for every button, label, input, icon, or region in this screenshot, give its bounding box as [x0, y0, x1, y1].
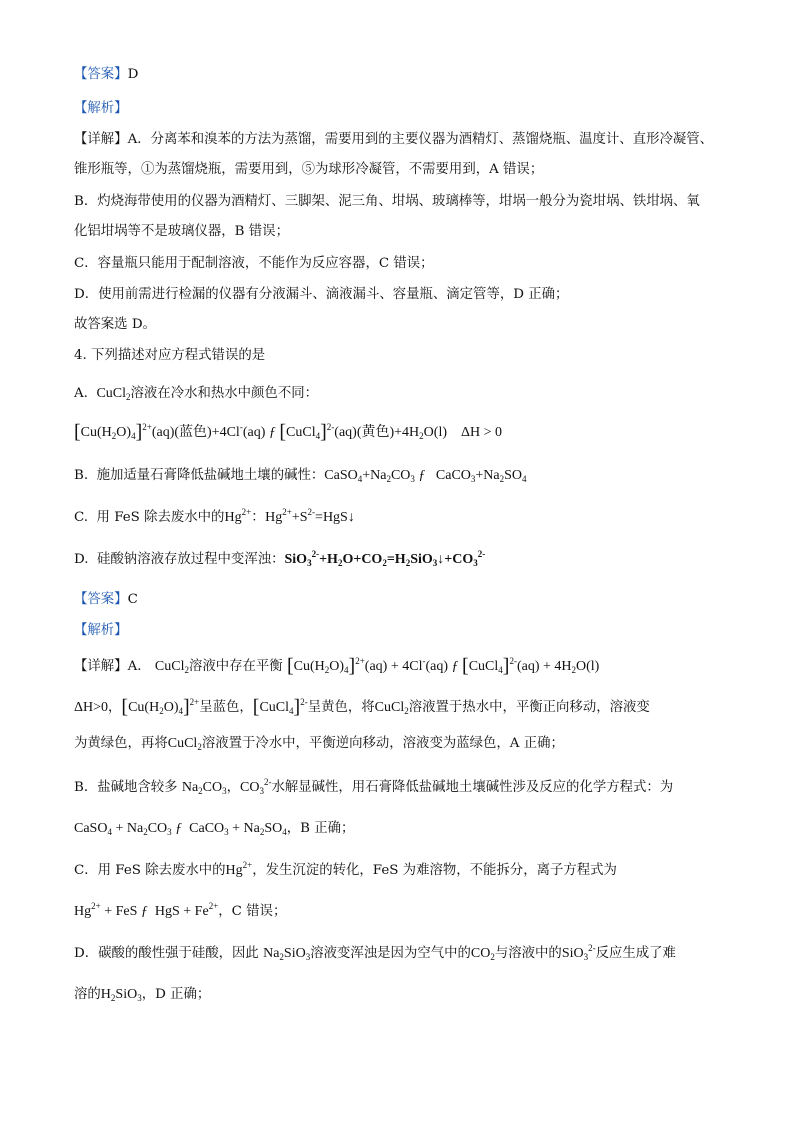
- q4-option-c: [74, 508, 724, 528]
- q4-sD1e: 与溶液中的: [494, 946, 562, 961]
- q4-sA2c: 呈蓝色，: [199, 700, 253, 715]
- silicate-ion: SiO$_3^{2-}$: [561, 943, 596, 962]
- q4-stem-text: 4. 下列描述对应方程式错误的是: [74, 348, 266, 363]
- option-a-label: A.: [74, 386, 88, 401]
- option-c-equation: $Hg^{2+}$：$Hg^{2+}+S^{2-}=HgS↓$: [224, 507, 355, 525]
- q3-detail-line3: [74, 192, 724, 212]
- q4-analysis-line: [74, 621, 724, 641]
- delta-h: ΔH>0: [74, 700, 109, 715]
- analysis-tag: 【解析】: [74, 101, 128, 116]
- q4-sB1c: 水解显碱性，用石膏降低盐碱地土壤碱性涉及反应的化学方程式：为: [271, 780, 674, 795]
- q4-sD1a: D．碳酸的酸性强于硅酸，因此: [74, 946, 259, 961]
- option-a-text: 溶液在冷水和热水中颜色不同：: [130, 386, 318, 401]
- q4-stem: [74, 346, 724, 366]
- q4-option-a: [74, 384, 724, 404]
- answer-value: D: [127, 67, 139, 82]
- q4-detail-c2: [74, 902, 724, 922]
- option-b-text: 施加适量石膏降低盐碱地土壤的碱性：: [96, 468, 325, 483]
- blue-complex: $[Cu(H_2O)_4]^{2+}$: [121, 696, 200, 718]
- q4-detail-tag: 【详解】: [74, 659, 128, 674]
- cucl2-formula-2: CuCl$_2$: [154, 659, 189, 675]
- q4-sA2g: 溶液置于热水中，平衡正向移动，溶液变: [408, 700, 650, 715]
- q3-p2a: B．灼烧海带使用的仪器为酒精灯、三脚架、泥三角、坩埚、玻璃棒等，坩埚一般分为瓷坩埚、铁坩埚、氧: [74, 194, 700, 209]
- option-a-equation: $[Cu(H_2O)_4]^{2+}(aq)$(蓝色)+4Cl-(aq) ƒ [CuCl$_4$]$^{2-}$(aq)(黄色)$+4H_2O(l)$ ΔH > 0: [74, 421, 503, 443]
- q3-p3: C．容量瓶只能用于配制溶液，不能作为反应容器，C 错误；: [74, 256, 434, 271]
- q4-sD1c: 溶液变浑浊是因为空气中的: [310, 946, 471, 961]
- q4-sD2a: 溶的: [74, 987, 101, 1002]
- q4-answer-value: C: [127, 592, 138, 607]
- cucl2-formula: CuCl$_2$: [96, 386, 131, 402]
- q3-analysis-line: [74, 99, 724, 119]
- hg-ion: $Hg^{2+}$: [225, 860, 253, 878]
- equilibrium-equation: $[Cu(H_2O)_4]^{2+}(aq) + 4Cl^-(aq)$ ƒ [CuCl$_4$]$^{2-}$(aq) + $4H_2O(l)$: [286, 655, 600, 677]
- q4-sC1a: C．用 FeS 除去废水中的: [74, 863, 226, 878]
- q3-p1a: A．分离苯和溴苯的方法为蒸馏，需要用到的主要仪器为酒精灯、蒸馏烧瓶、温度计、直形冷凝管、: [127, 132, 714, 147]
- q4-sA3c: 溶液置于冷水中，平衡逆向移动，溶液变为蓝绿色，A 正确；: [201, 736, 564, 751]
- q4-sA3a: 为黄绿色，再将: [74, 736, 168, 751]
- q4-detail-d2: [74, 985, 724, 1005]
- q3-detail-line4: [74, 222, 724, 242]
- q4-option-b: [74, 466, 724, 486]
- yellow-complex: [CuCl$_4$]$^{2-}$: [252, 696, 308, 718]
- na2co3-formula: $Na_2CO_3$: [181, 780, 227, 796]
- q4-detail-d1: [74, 944, 724, 964]
- q3-detail-line1: [74, 130, 724, 150]
- q4-sA1b: 溶液中存在平衡: [188, 659, 283, 674]
- q4-option-d: [74, 550, 724, 570]
- q4-sD2c: ，D 正确；: [141, 987, 211, 1002]
- q3-p1b: 锥形瓶等，①为蒸馏烧瓶，需要用到，⑤为球形冷凝管，不需要用到，A 错误；: [74, 162, 544, 177]
- fes-equation: $Hg^{2+}$ + FeS ƒ HgS + $Fe^{2+}$: [74, 901, 219, 919]
- q4-sA1: A．: [127, 659, 151, 674]
- yellow-label: 黄色: [361, 425, 390, 440]
- option-d-label: D.: [74, 552, 89, 567]
- q4-analysis-tag: 【解析】: [74, 623, 128, 638]
- q4-detail-a2: ΔH>0，$[Cu(H_2O)_4]^{2+}$呈蓝色，[CuCl$_4$]$^{2-}$呈黄色，将CuCl$_2$溶液置于热水中，平衡正向移动，溶液变: [74, 696, 650, 718]
- q4-detail-a3: [74, 734, 724, 754]
- q3-p5: 故答案选 D。: [74, 317, 156, 332]
- cucl2-formula-3: CuCl$_2$: [374, 700, 409, 716]
- q3-detail-line5: [74, 254, 724, 274]
- carbonate-ion: $CO_3^{2-}$: [240, 777, 272, 796]
- q4-sB2end: ，B 正确；: [286, 821, 355, 836]
- q3-detail-line2: [74, 160, 724, 180]
- q4-sC1c: ，发生沉淀的转化，FeS 为难溶物，不能拆分，离子方程式为: [252, 863, 617, 878]
- q4-answer-line: [74, 590, 724, 610]
- co2-formula: $CO_2$: [470, 946, 495, 962]
- q3-answer-line: [74, 65, 724, 85]
- option-c-text: 用 FeS 除去废水中的: [96, 510, 225, 525]
- q4-answer-tag: 【答案】: [74, 592, 128, 607]
- q3-conclusion: [74, 315, 724, 335]
- answer-tag: 【答案】: [74, 67, 128, 82]
- option-d-text: 硅酸钠溶液存放过程中变浑浊：: [97, 552, 285, 567]
- q4-detail-b1: B．盐碱地含较多 $Na_2CO_3$，$CO_3^{2-}$水解显碱性，用石膏降低盐碱地土壤碱性涉及反应的化学方程式：为: [74, 777, 674, 796]
- q4-detail-c1: [74, 861, 724, 881]
- q4-sD1g: 反应生成了难: [595, 946, 676, 961]
- option-d-equation: $SiO_3^{2-}+H_2O+CO_2=H_2SiO_3↓+CO_3^{2-}$: [284, 549, 486, 568]
- q4-sA2e: 呈黄色，将: [307, 700, 375, 715]
- q3-p4: D．使用前需进行检漏的仪器有分液漏斗、滴液漏斗、容量瓶、滴定管等，D 正确；: [74, 287, 569, 302]
- na2sio3-formula: $Na_2SiO_3$: [263, 946, 311, 962]
- q4-sC2end: ，C 错误；: [218, 904, 287, 919]
- q3-detail-line6: [74, 285, 724, 305]
- q4-detail-a1: [74, 656, 724, 677]
- option-c-label: C.: [74, 510, 89, 525]
- option-b-label: B.: [74, 468, 89, 483]
- option-b-equation: $CaSO_4+Na_2CO_3$ ƒ $CaCO_3+Na_2SO_4$: [324, 468, 527, 484]
- q3-p2b: 化铝坩埚等不是玻璃仪器，B 错误；: [74, 224, 289, 239]
- cucl2-formula-4: CuCl$_2$: [167, 736, 202, 752]
- q4-detail-b2: [74, 819, 724, 839]
- gypsum-equation: CaSO$_4$ + $Na_2CO_3$ ƒ CaCO$_3$ + $Na_2SO_4$: [74, 821, 287, 837]
- blue-label: 蓝色: [179, 425, 208, 440]
- q4-sB1a: B．盐碱地含较多: [74, 780, 178, 795]
- detail-tag: 【详解】: [74, 132, 128, 147]
- h2sio3-formula: $H_2SiO_3$: [100, 987, 142, 1003]
